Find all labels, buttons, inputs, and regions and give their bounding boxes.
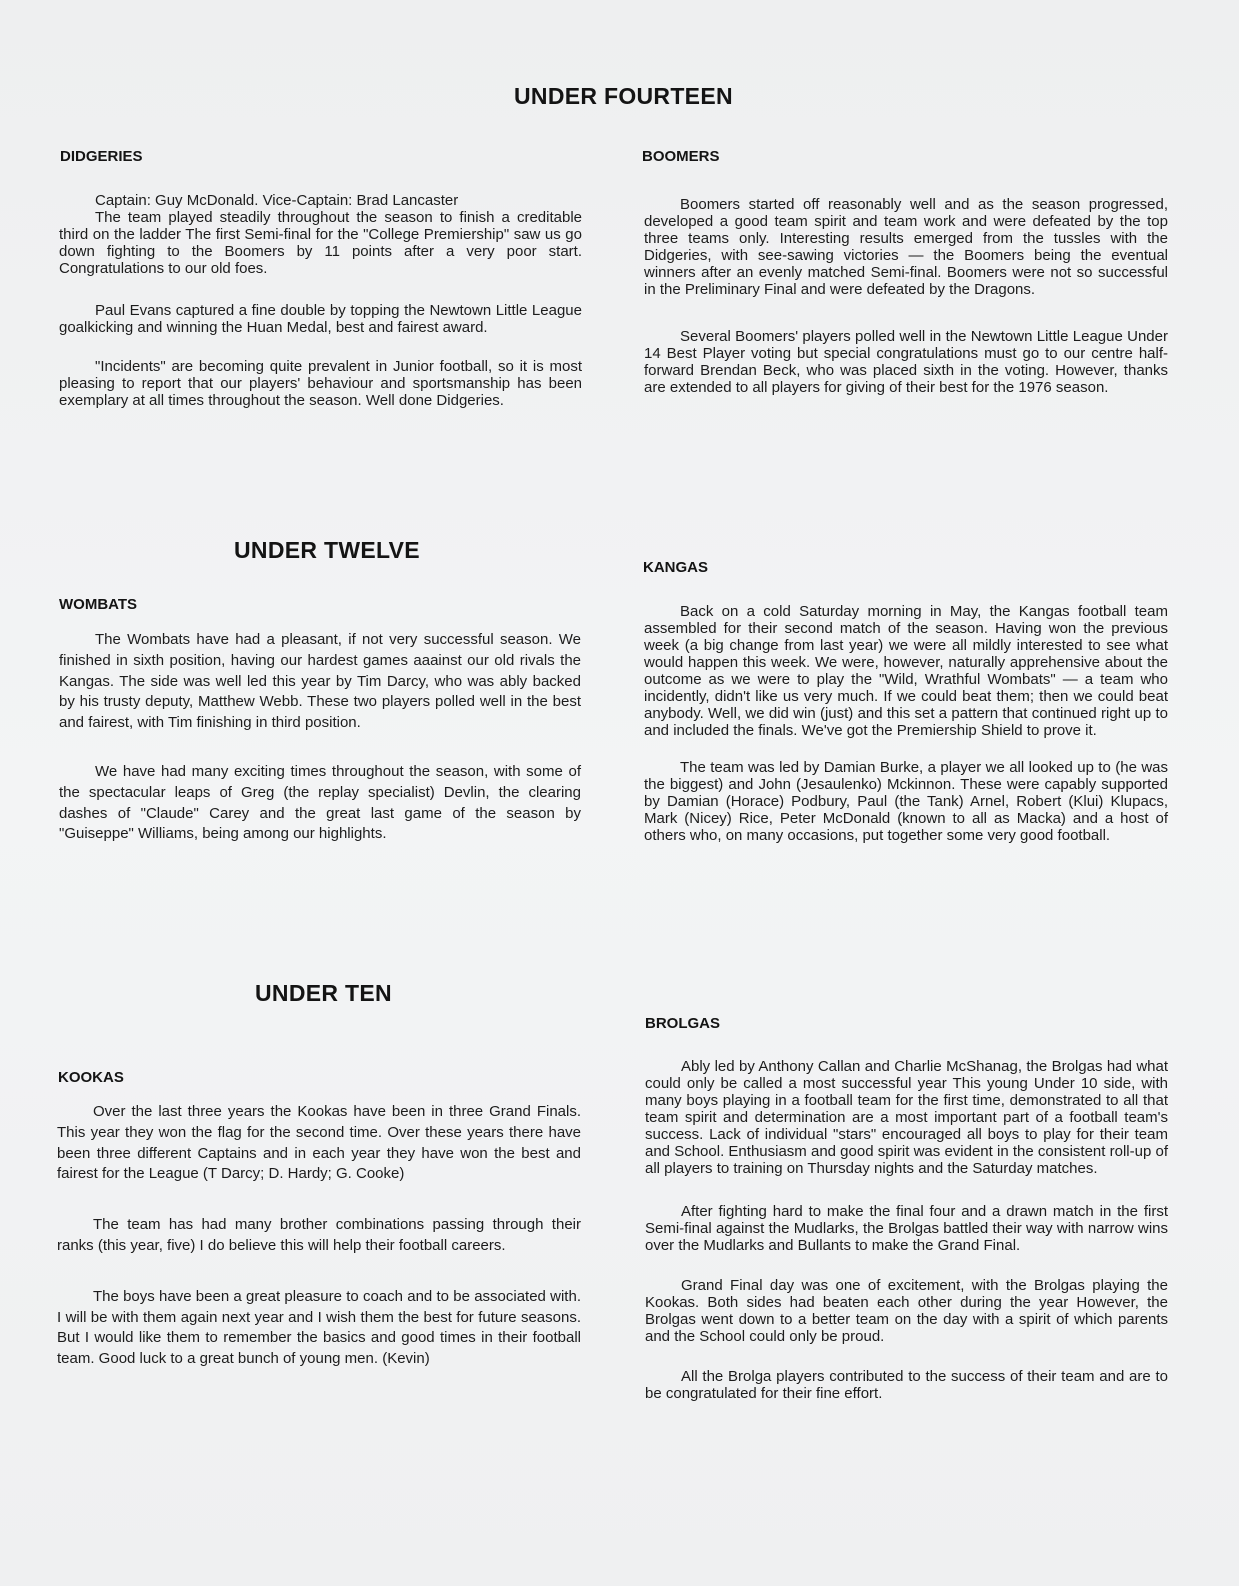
didgeries-paragraph: Paul Evans captured a fine double by topping the Newtown Little League goalkicking and winning the Huan Medal, best and fairest award.: [59, 302, 582, 336]
brolgas-paragraph: After fighting hard to make the final four and a drawn match in the first Semi-final against the Mudlarks, the Brolgas battled their way with narrow wins over the Mudlarks and Bullants to make the Grand Final.: [645, 1203, 1168, 1254]
team-title-kookas: KOOKAS: [58, 1069, 124, 1086]
team-title-wombats: WOMBATS: [59, 596, 138, 613]
brolgas-paragraph: All the Brolga players contributed to the success of their team and are to be congratulated for their fine effort.: [645, 1368, 1168, 1402]
brolgas-paragraph: Ably led by Anthony Callan and Charlie McShanag, the Brolgas had what could only be called a most successful year This young Under 10 side, with many boys playing in a football team for the first time, demonstrated to all that team spirit and determination are a most important part of a football team's success. Lack of individual "stars" encouraged all boys to play for their team and School. Enthusiasm and good spirit was evident in the consistent roll-up of all players to training on Thursday nights and the Saturday matches.: [645, 1058, 1168, 1177]
heading-under-ten: UNDER TEN: [255, 980, 392, 1006]
didgeries-paragraph: Captain: Guy McDonald. Vice-Captain: Brad Lancaster: [95, 192, 459, 209]
wombats-paragraph: We have had many exciting times throughout the season, with some of the spectacular leaps of Greg (the replay specialist) Devlin, the clearing dashes of "Claude" Carey and the great last game of the season by "Guiseppe" Williams, being among our highlights.: [59, 762, 581, 843]
kookas-paragraph: The boys have been a great pleasure to coach and to be associated with. I will be with them again next year and I wish them the best for future seasons. But I would like them to remember the basics and good times in their football team. Good luck to a great bunch of young men. (Kevin): [57, 1287, 581, 1368]
team-title-boomers: BOOMERS: [642, 148, 720, 165]
team-title-brolgas: BROLGAS: [645, 1015, 720, 1032]
heading-under-twelve: UNDER TWELVE: [234, 537, 420, 563]
kookas-paragraph: The team has had many brother combinations passing through their ranks (this year, five) I do believe this will help their football careers.: [57, 1216, 581, 1254]
didgeries-paragraph: "Incidents" are becoming quite prevalent in Junior football, so it is most pleasing to report that our players' behaviour and sportsmanship has been exemplary at all times throughout the season. Well done Didgeries.: [59, 358, 582, 409]
kangas-paragraph: Back on a cold Saturday morning in May, the Kangas football team assembled for their second match of the season. Having won the previous week (a big change from last year) we were all mildly interested to see what would happen this week. We were, however, naturally apprehensive about the outcome as we were to play the "Wild, Wrathful Wombats" — a team who incidently, didn't like us very much. If we could beat them; then we could beat anybody. Well, we did win (just) and this set a pattern that continued right up to and included the finals. We've got the Premiership Shield to prove it.: [644, 603, 1168, 739]
kangas-paragraph: The team was led by Damian Burke, a player we all looked up to (he was the biggest) and John (Jesaulenko) Mckinnon. These were capably supported by Damian (Horace) Podbury, Paul (the Tank) Arnel, Robert (Klui) Klupacs, Mark (Nicey) Rice, Peter McDonald (known to all as Macka) and a host of others who, on many occasions, put together some very good football.: [644, 759, 1168, 844]
wombats-article: [59, 630, 581, 845]
brolgas-article: [645, 1058, 1168, 1402]
boomers-article: [644, 196, 1168, 396]
wombats-paragraph: The Wombats have had a pleasant, if not very successful season. We finished in sixth position, having our hardest games aaainst our old rivals the Kangas. The side was well led this year by Tim Darcy, who was ably backed by his trusty deputy, Matthew Webb. These two players polled well in the best and fairest, with Tim finishing in third position.: [59, 631, 581, 732]
didgeries-article: [59, 192, 582, 409]
kookas-article: [57, 1102, 581, 1370]
kookas-paragraph: Over the last three years the Kookas have been in three Grand Finals. This year they won the flag for the second time. Over these years there have been three different Captains and in each year they have won the best and fairest for the League (T Darcy; D. Hardy; G. Cooke): [57, 1103, 581, 1183]
boomers-paragraph: Several Boomers' players polled well in the Newtown Little League Under 14 Best Player voting but special congratulations must go to our centre half-forward Brendan Beck, who was placed sixth in the voting. However, thanks are extended to all players for giving of their best for the 1976 season.: [644, 328, 1168, 396]
boomers-paragraph: Boomers started off reasonably well and as the season progressed, developed a good team spirit and team work and were defeated by the top three teams only. Interesting results emerged from the tussles with the Didgeries, with see-sawing victories — the Boomers being the eventual winners after an evenly matched Semi-final. Boomers were not so successful in the Preliminary Final and were defeated by the Dragons.: [644, 196, 1168, 298]
team-title-kangas: KANGAS: [643, 559, 709, 576]
heading-under-fourteen: UNDER FOURTEEN: [514, 83, 733, 109]
didgeries-paragraph: The team played steadily throughout the season to finish a creditable third on the ladder The first Semi-final for the "College Premiership" saw us go down fighting to the Boomers by 11 points after a very poor start. Congratulations to our old foes.: [59, 209, 582, 277]
kangas-article: [644, 603, 1168, 844]
team-title-didgeries: DIDGERIES: [60, 148, 143, 165]
brolgas-paragraph: Grand Final day was one of excitement, with the Brolgas playing the Kookas. Both sides had beaten each other during the year However, the Brolgas went down to a better team on the day with a spirit of which parents and the School could only be proud.: [645, 1277, 1168, 1345]
